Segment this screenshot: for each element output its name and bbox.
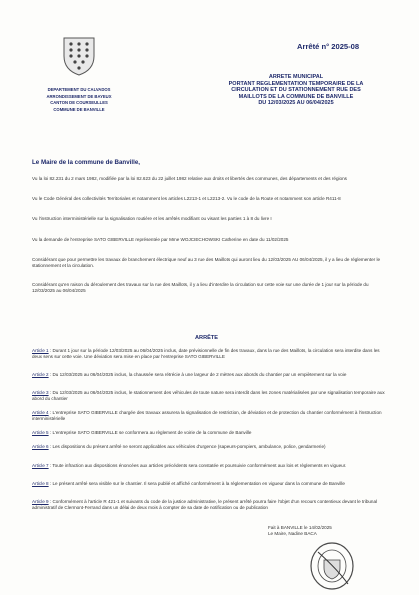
document-title (190, 74, 402, 107)
article-label: Article 3 (32, 390, 49, 395)
article-1 (32, 348, 390, 361)
vu-paragraph: Vu la demande de l'entreprise SATO GIBERVILLE représentée par Mme WOJCIECHOWSKI Catherine en date du 11/02/2025 (32, 237, 289, 242)
mayor-stamp-seal (308, 540, 356, 592)
department-block (28, 87, 130, 113)
article-6 (32, 444, 390, 450)
article-label: Article 5 (32, 430, 49, 435)
article-text: : Durant 1 jour sur la période 12/03/2025 au 06/04/2025 inclus, date prévisionnelle de fin des travaux, dans la rue des Maillots, la circulation sera interdite dans les deux sens sur cette voie. Une déviation sera mise en place par l'entreprise SATO GIBERVILLE (32, 348, 380, 360)
article-2 (32, 372, 390, 378)
article-label: Article 2 (32, 372, 49, 377)
article-text: : Conformément à l'article R 421-1 et suivants du code de la justice administrative, le présent arrêté pourra faire l'objet d'un recours contentieux devant le tribunal administratif de Clermont-Ferrand dans un délai de deux mois à compter de sa date de notification ou de publication (32, 499, 378, 511)
signature-place-date: Fait à BANVILLE le 14/02/2025 (268, 525, 332, 530)
article-label: Article 8 (32, 481, 49, 486)
article-text: : L'entreprise SATO GIBERVILLE chargée des travaux assurera la signalisation de restriction, de déviation et de protection du chantier conformément à l'instruction interministérielle (32, 410, 382, 422)
article-label: Article 4 (32, 410, 49, 415)
vu-paragraph: Vu l'instruction interministérielle sur la signalisation routière et les arrêtés modifiant ou visant les parties 1 à 8 du livre I (32, 216, 272, 221)
article-label: Article 6 (32, 444, 49, 449)
article-label: Article 1 (32, 348, 49, 353)
article-text: : Du 12/03/2025 au 06/04/2025 inclus, le stationnement des véhicules de toute nature sera interdit dans les zones matérialisées par une signalisation temporaire aux abord du chantier (32, 390, 385, 402)
title-line: MAILLOTS DE LA COMMUNE DE BANVILLE (238, 93, 354, 100)
article-label: Article 9 (32, 499, 49, 504)
title-line: CIRCULATION ET DU STATIONNEMENT RUE DES (231, 87, 361, 94)
article-3 (32, 390, 390, 403)
vu-paragraph: Vu la loi 82.231 du 2 mars 1982, modifiée par la loi 82.623 du 22 juillet 1982 relative aux droits et libertés des communes, des départements et des régions (32, 176, 347, 181)
article-text: : Le présent arrêté sera visible sur le chantier. Il sera publié et affiché conformément à la réglementation en vigueur dans la commune de Banville (49, 481, 345, 486)
dept-line: CANTON DE COURSEULLES (50, 100, 108, 106)
title-line: DU 12/03/2025 AU 06/04/2025 (258, 100, 334, 107)
considerant-paragraph: Considérant qu'en raison du déroulement des travaux sur la rue des Maillots, il y a lieu d'interdire la circulation sur cette voie sur une durée de 1 jour sur la période du 12/03/2025 au 06/04/2025 (32, 282, 369, 294)
dept-line: COMMUNE DE BANVILLE (53, 106, 105, 112)
coat-of-arms-logo (62, 36, 96, 76)
signature-mayor: Le Maire, Nadine BACA (268, 531, 317, 537)
article-9 (32, 499, 390, 512)
dept-line: ARRONDISSEMENT DE BAYEUX (46, 93, 112, 99)
article-7 (32, 463, 390, 469)
considerant-paragraph: Considérant que pour permettre les travaux de branchement électrique neuf au 3 rue des Maillots qui auront lieu du 12/03/2025 AU 06/04/2025, il y a lieu de réglementer le stationnement et la circulation. (32, 257, 381, 269)
article-text: : Toute infraction aux dispositions énoncées aux articles précédents sera constatée et poursuivie conformément aux lois et règlements en vigueur. (49, 463, 347, 468)
article-text: : L'entreprise SATO GIBERVILLE se conformera au règlement de voirie de la commune de Banville (49, 430, 252, 435)
vu-paragraph: Vu le Code Général des collectivités Territoriales et notamment les articles L2213-1 et L2213-2. Vu le code de la Route et notamment son article R411-8 (32, 196, 341, 201)
article-label: Article 7 (32, 463, 49, 468)
maire-heading: Le Maire de la commune de Banville, (32, 159, 140, 166)
arrete-heading: ARRÊTE (195, 335, 218, 341)
signature-block (268, 525, 332, 538)
arrete-number: Arrêté n° 2025-08 (297, 42, 360, 51)
article-8 (32, 481, 390, 487)
title-line: PORTANT REGLEMENTATION TEMPORAIRE DE LA (228, 80, 364, 87)
title-line: ARRETE MUNICIPAL (268, 74, 324, 80)
article-5 (32, 430, 390, 436)
dept-line: DEPARTEMENT DU CALVADOS (47, 87, 111, 92)
article-text: : Du 12/03/2025 au 06/04/2025 inclus, la chaussée sera rétrécie à une largeur de 2 mètres aux abords du chantier par un empiètement sur la voie (49, 372, 347, 377)
article-text: : Les dispositions du présent arrêté ne seront applicables aux véhicules d'urgence (sapeurs-pompiers, ambulance, police, gendarmerie) (49, 444, 326, 449)
article-4 (32, 410, 390, 423)
